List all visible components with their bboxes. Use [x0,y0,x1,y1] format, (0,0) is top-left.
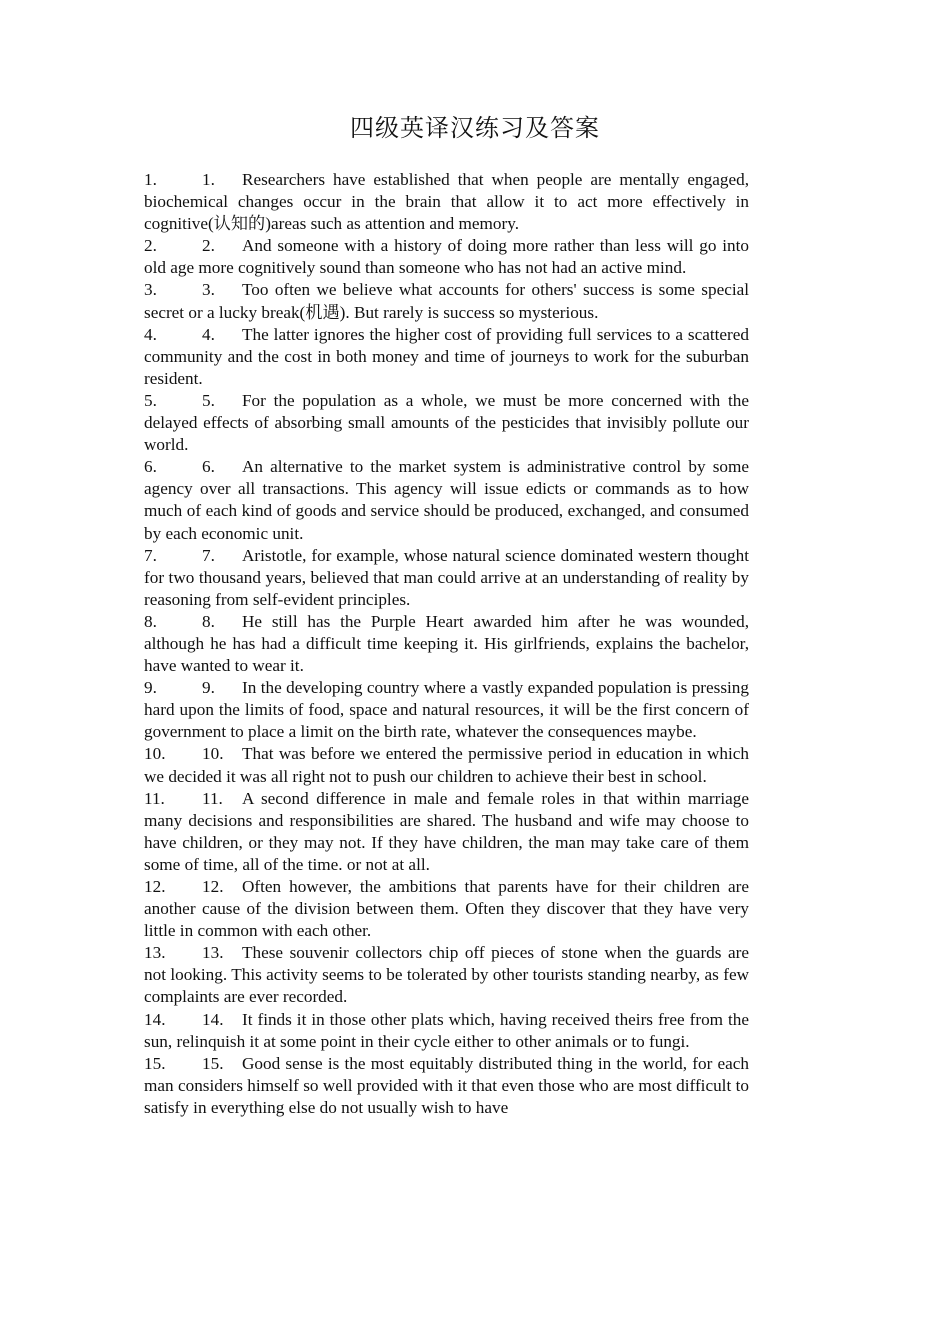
item-subnumber: 8. [202,611,215,631]
item-number: 8. [144,611,157,631]
page-title: 四级英译汉练习及答案 [350,114,600,142]
item-subnumber: 2. [202,236,215,256]
list-item [144,456,749,544]
item-subnumber: 4. [202,324,215,344]
list-item [144,169,749,235]
item-subnumber: 12. [202,877,224,896]
item-text: The latter ignores the higher cost of providing full services to a scattered community and the cost in both money and time of journeys to work for the suburban resident. [144,324,749,388]
item-number: 5. [144,390,157,410]
item-text: These souvenir collectors chip off pieces of stone when the guards are not looking. This activity seems to be tolerated by other tourists standing nearby, as few complaints are ever recorded. [144,943,749,1007]
list-item [144,324,749,390]
item-subnumber: 15. [202,1053,224,1073]
item-number: 7. [144,545,157,565]
item-text: Often however, the ambitions that parents have for their children are another cause of the division between them. Often they discover that they have very little in common with each other. [144,877,749,941]
list-item [144,942,749,1008]
item-subnumber: 6. [202,457,215,477]
item-text: In the developing country where a vastly expanded population is pressing hard upon the limits of food, space and natural resources, it will be the first concern of government to place a limit on the birth rate, whatever the consequences maybe. [144,678,749,742]
item-subnumber: 7. [202,545,215,565]
exercise-list [144,169,749,1119]
list-item [144,788,749,876]
item-text: He still has the Purple Heart awarded him after he was wounded, although he has had a difficult time keeping it. His girlfriends, explains the bachelor, have wanted to wear it. [144,611,749,676]
item-number: 11. [144,788,165,808]
list-item [144,677,749,743]
item-number: 15. [144,1053,166,1073]
item-number: 6. [144,457,157,477]
list-item [144,390,749,456]
item-text: That was before we entered the permissive period in education in which we decided it was all right not to push our children to achieve their best in school. [144,744,749,786]
item-number: 14. [144,1009,166,1029]
list-item [144,545,749,611]
item-text: Too often we believe what accounts for others' success is some special secret or a lucky break(机遇). But rarely is success so mysterious. [144,280,749,322]
item-number: 12. [144,877,166,896]
item-text: A second difference in male and female roles in that within marriage many decisions and responsibilities are shared. The husband and wife may choose to have children, or they may not. If they have children, the man may take care of them some of time, all of the time. or not at all. [144,788,749,874]
list-item [144,611,749,677]
list-item [144,1009,749,1053]
item-text: For the population as a whole, we must be more concerned with the delayed effects of absorbing small amounts of the pesticides that invisibly pollute our world. [144,390,749,455]
item-subnumber: 14. [202,1009,224,1029]
item-number: 9. [144,678,157,698]
item-text: And someone with a history of doing more rather than less will go into old age more cognitively sound than someone who has not had an active mind. [144,236,749,278]
item-number: 2. [144,236,157,256]
item-subnumber: 10. [202,744,224,764]
item-text: Aristotle, for example, whose natural science dominated western thought for two thousand years, believed that man could arrive at an understanding of reality by reasoning from self-evident principles. [144,545,749,609]
item-subnumber: 11. [202,788,223,808]
item-text: An alternative to the market system is administrative control by some agency over all transactions. This agency will issue edicts or commands as to how much of each kind of goods and service should be produced, exchanged, and consumed by each economic unit. [144,457,749,543]
item-text: Researchers have established that when people are mentally engaged, biochemical changes occur in the brain that allow it to act more effectively in cognitive(认知的)areas such as attention and memory. [144,170,749,234]
item-subnumber: 1. [202,170,215,189]
item-subnumber: 3. [202,280,215,300]
list-item [144,876,749,942]
item-text: Good sense is the most equitably distributed thing in the world, for each man considers himself so well provided with it that even those who are most difficult to satisfy in everything else do not usually wish to have [144,1053,749,1117]
item-number: 1. [144,170,157,189]
item-text: It finds it in those other plats which, having received theirs free from the sun, relinquish it at some point in their cycle either to other animals or to fungi. [144,1009,749,1051]
list-item [144,279,749,323]
item-number: 3. [144,280,157,300]
item-subnumber: 9. [202,678,215,698]
item-subnumber: 5. [202,390,215,410]
item-number: 4. [144,324,157,344]
item-subnumber: 13. [202,943,224,963]
list-item [144,743,749,787]
list-item [144,1053,749,1119]
list-item [144,235,749,279]
item-number: 10. [144,744,166,764]
item-number: 13. [144,943,166,963]
